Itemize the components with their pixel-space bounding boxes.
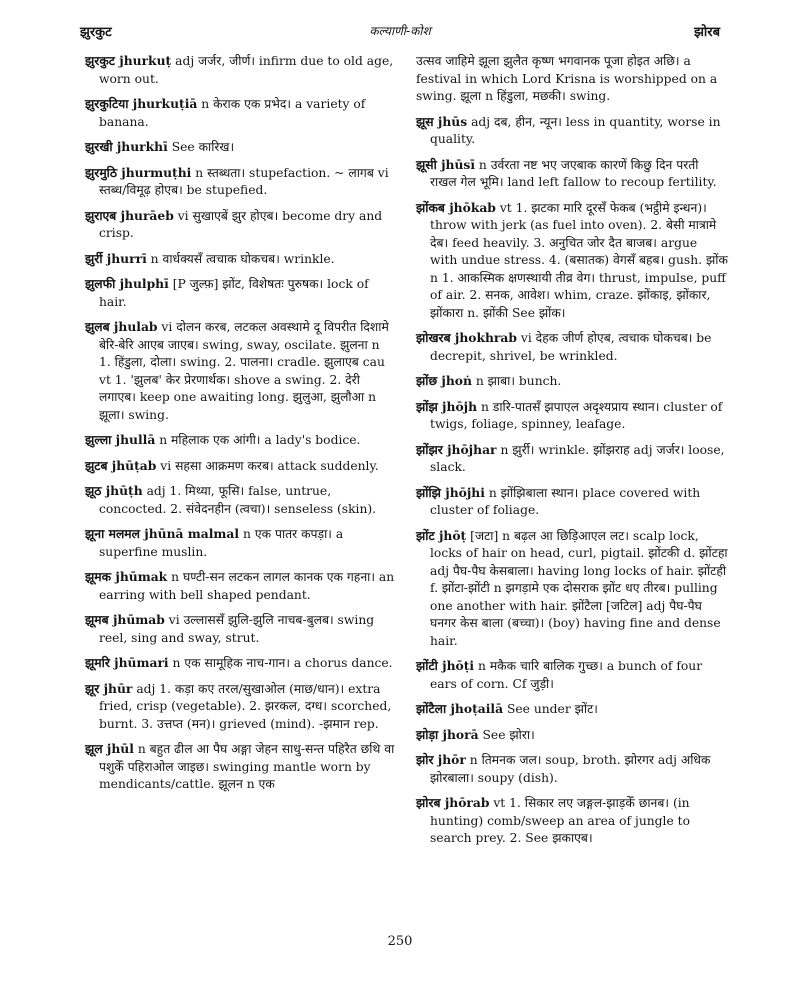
dictionary-entry xyxy=(416,329,728,365)
entry-headword: झोंटैला jhoṭailā xyxy=(416,701,504,716)
header-title: कल्याणी-कोश xyxy=(369,24,431,38)
header-right-guideword: झोरब xyxy=(694,25,720,40)
entry-headword: झूमक jhūmak xyxy=(85,569,168,584)
dictionary-entry xyxy=(85,611,395,647)
dictionary-entry xyxy=(416,794,728,848)
entry-definition: [P जुल्फ़] झोंट, विशेषतः पुरुषक। lock of hair. xyxy=(99,277,369,309)
entry-definition: n स्तब्धता। stupefaction. ~ लागब vi स्तब्ध/विमूढ़ होएब। be stupefied. xyxy=(99,165,389,197)
entry-headword: झूमरि jhūmari xyxy=(85,655,169,670)
entry-definition: n महिलाक एक आंगी। a lady's bodice. xyxy=(155,433,361,447)
entry-definition: vi सुखाएबें झुर होएब। become dry and crisp. xyxy=(99,208,383,240)
entry-headword: झोड़ा jhorā xyxy=(416,726,479,742)
dictionary-entry xyxy=(85,525,395,561)
dictionary-entry xyxy=(85,207,395,243)
dictionary-entry xyxy=(85,275,395,311)
entry-definition: n वार्धक्यसँ त्वचाक घोकचब। wrinkle. xyxy=(146,251,335,266)
dictionary-entry xyxy=(85,431,395,450)
entry-definition: adj 1. कड़ा कए तरल/सुखाओल (माछ/धान)। extra fried, crisp (vegetable). 2. झरकल, दग्ध। scorched, burnt. 3. उत्तप्त (मन)। grieved (mind). -झमान rep. xyxy=(99,681,392,731)
dictionary-entry xyxy=(85,654,395,673)
entry-headword: झूर jhūr xyxy=(85,680,133,696)
entry-headword: झुर्री jhurrī xyxy=(85,250,147,266)
entry-definition: n मकैक चारि बालिक गुच्छ। a bunch of four ears of corn. Cf जुड़ी। xyxy=(430,659,703,691)
dictionary-entry xyxy=(416,527,728,651)
entry-headword: झूसी jhūsī xyxy=(416,156,475,172)
entry-definition: adj 1. मिथ्या, फूसि। false, untrue, concocted. 2. संवेदनहीन (त्वचा)। senseless (skin). xyxy=(99,484,377,516)
entry-definition: n केराक एक प्रभेद। a variety of banana. xyxy=(99,97,366,129)
entry-definition: vi उल्लाससँ झुलि-झुलि नाचब-बुलब। swing reel, sing and sway, strut. xyxy=(99,613,375,645)
entry-headword: झोंछ jhoṅ xyxy=(416,373,472,388)
entry-definition: n बहुत ढील आ पैघ अङ्गा जेहन साधु-सन्त पहिरैत छथि वा पशुकेँ पहिराओल जाइछ। swinging mantle worn by mendicants/cattle. झूलन n एक xyxy=(99,742,395,791)
dictionary-entry xyxy=(85,680,395,734)
dictionary-entry xyxy=(416,156,728,192)
entry-headword: झुरकुट jhurkuṭ xyxy=(85,53,172,68)
entry-definition: उत्सव जाहिमे झूला झुलैत कृष्ण भगवानक पूजा होइत अछि। a festival in which Lord Krisna is worshipped on a swing. झूला n हिंडुला, मछकी। swing. xyxy=(416,54,718,103)
entry-definition: n झुर्री। wrinkle. झोंझराह adj जर्जर। loose, slack. xyxy=(430,442,725,474)
dictionary-entry xyxy=(85,95,395,131)
entry-headword: झुरकुटिया jhurkuṭiā xyxy=(85,96,198,111)
entry-headword: झोंटी jhōṭi xyxy=(416,658,475,673)
entry-headword: झुटब jhūṭab xyxy=(85,457,157,473)
entry-definition: See झोरा। xyxy=(478,727,535,742)
entry-definition: vt 1. झटका मारि दूरसँ फेकब (भट्ठीमे इन्धन)। throw with jerk (as fuel into oven). 2. बेसी मात्रामे देब। feed heavily. 3. अनुचित जोर दैत बाजब। argue with undue stress. 4. (बसातक) वेगसँ बहब। gush. झोंक n 1. आकस्मिक क्षणस्थायी तीव्र वेग। thrust, impulse, puff of air. 2. सनक, आवेश। whim, craze. झोंकाइ, झोंकार, झोंकारा n. झोंकी See झोंक। xyxy=(430,200,728,320)
entry-headword: झूठ jhūṭh xyxy=(85,483,143,498)
dictionary-entry xyxy=(85,250,395,269)
dictionary-entry xyxy=(416,484,728,520)
entry-headword: झुल्ला jhullā xyxy=(85,432,156,447)
entry-headword: झुलब jhulab xyxy=(85,319,158,334)
entry-headword: झोर jhōr xyxy=(416,752,466,767)
dictionary-entry xyxy=(416,726,728,745)
dictionary-entry xyxy=(85,740,395,794)
entry-headword: झोखरब jhokhrab xyxy=(416,330,517,345)
page-number: 250 xyxy=(387,934,413,949)
entry-headword: झुरमुठि jhurmuṭhi xyxy=(85,164,192,180)
entry-definition: n एक सामूहिक नाच-गान। a chorus dance. xyxy=(168,656,393,670)
dictionary-entry xyxy=(85,52,395,88)
entry-definition: n झोंझिबाला स्थान। place covered with cluster of foliage. xyxy=(430,485,701,517)
left-column xyxy=(85,52,395,801)
dictionary-entry xyxy=(416,52,728,106)
entry-headword: झोंझ jhōjh xyxy=(416,398,478,414)
dictionary-entry xyxy=(85,138,395,157)
dictionary-entry xyxy=(416,372,728,391)
entry-headword: झूस jhūs xyxy=(416,113,468,129)
entry-definition: adj दब, हीन, न्यून। less in quantity, worse in quality. xyxy=(430,114,721,146)
entry-definition: adj जर्जर, जीर्ण। infirm due to old age, worn out. xyxy=(99,54,394,86)
entry-definition: n एक पातर कपड़ा। a superfine muslin. xyxy=(99,527,344,559)
entry-headword: झुराएब jhurāeb xyxy=(85,207,174,223)
dictionary-entry xyxy=(416,113,728,149)
entry-headword: झूल jhūl xyxy=(85,741,134,756)
dictionary-entry xyxy=(416,199,728,323)
dictionary-entry xyxy=(85,164,395,200)
entry-headword: झोंझर jhōjhar xyxy=(416,441,497,457)
dictionary-entry xyxy=(85,318,395,424)
entry-definition: See कारिख। xyxy=(167,140,235,154)
entry-definition: vi देहक जीर्ण होएब, त्वचाक घोकचब। be decrepit, shrivel, be wrinkled. xyxy=(430,331,712,363)
dictionary-entry xyxy=(416,398,728,434)
entry-definition: n उर्वरता नष्ट भए जएबाक कारणें किछु दिन परती राखल गेल भूमि। land left fallow to recoup fertility. xyxy=(430,157,717,189)
entry-definition: n घण्टी-सन लटकन लागल कानक एक गहना। an earring with bell shaped pendant. xyxy=(99,570,395,602)
entry-definition: See under झोंट। xyxy=(503,702,598,716)
dictionary-entry xyxy=(416,441,728,477)
dictionary-entry xyxy=(416,657,728,693)
right-column xyxy=(416,52,728,855)
entry-headword: झूना मलमल jhūnā malmal xyxy=(85,526,240,541)
dictionary-entry xyxy=(416,751,728,787)
dictionary-entry xyxy=(416,700,728,719)
entry-definition: n डारि-पातसँ झपाएल अदृश्यप्राय स्थान। cluster of twigs, foliage, spinney, leafage. xyxy=(430,399,723,431)
entry-definition: [जटा] n बढ़ल आ छिड़िआएल लट। scalp lock, locks of hair on head, curl, pigtail. झोंटकी d. झोंटहा adj पैघ-पैघ केसबाला। having long locks of hair. झोंटही f. झोंटा-झोंटी n झगड़ामे एक दोसराक झोंट धए तीरब। pulling one another with hair. झोंटैला [जटिल] adj पैघ-पैघ घनगर केस बाला (बच्चा)। (boy) having fine and dense hair. xyxy=(430,528,728,648)
entry-headword: झोंट jhōṭ xyxy=(416,527,467,543)
entry-headword: झोंकब jhōkab xyxy=(416,199,496,215)
header-left-guideword: झुरकुट xyxy=(80,25,112,40)
dictionary-entry xyxy=(85,482,395,518)
dictionary-entry xyxy=(85,457,395,476)
entry-headword: झुरखी jhurkhī xyxy=(85,139,168,154)
entry-definition: n तिमनक जल। soup, broth. झोरगर adj अधिक झोरबाला। soupy (dish). xyxy=(430,753,711,785)
dictionary-entry xyxy=(85,568,395,604)
entry-headword: झूमब jhūmab xyxy=(85,612,165,627)
entry-definition: vi दोलन करब, लटकल अवस्थामे दू विपरीत दिशामे बेरि-बेरि आएब जाएब। swing, sway, oscilate. झुलना n 1. हिंडुला, दोला। swing. 2. पालना। cradle. झुलाएब cau vt 1. 'झुलब' केर प्रेरणार्थक। shove a swing. 2. देरी लगाएब। keep one awaiting long. झुलुआ, झुलौआ n झूला। swing. xyxy=(99,320,389,422)
entry-headword: झुलफी jhulphī xyxy=(85,276,169,291)
entry-definition: n झाबा। bunch. xyxy=(471,374,562,388)
entry-definition: vt 1. सिकार लए जङ्गल-झाड़केँ छानब। (in hunting) comb/sweep an area of jungle to search prey. 2. See झकाएब। xyxy=(430,796,691,845)
entry-headword: झोरब jhōrab xyxy=(416,795,490,810)
entry-definition: vi सहसा आक्रमण करब। attack suddenly. xyxy=(156,458,379,473)
entry-headword: झोंझि jhōjhi xyxy=(416,484,485,500)
